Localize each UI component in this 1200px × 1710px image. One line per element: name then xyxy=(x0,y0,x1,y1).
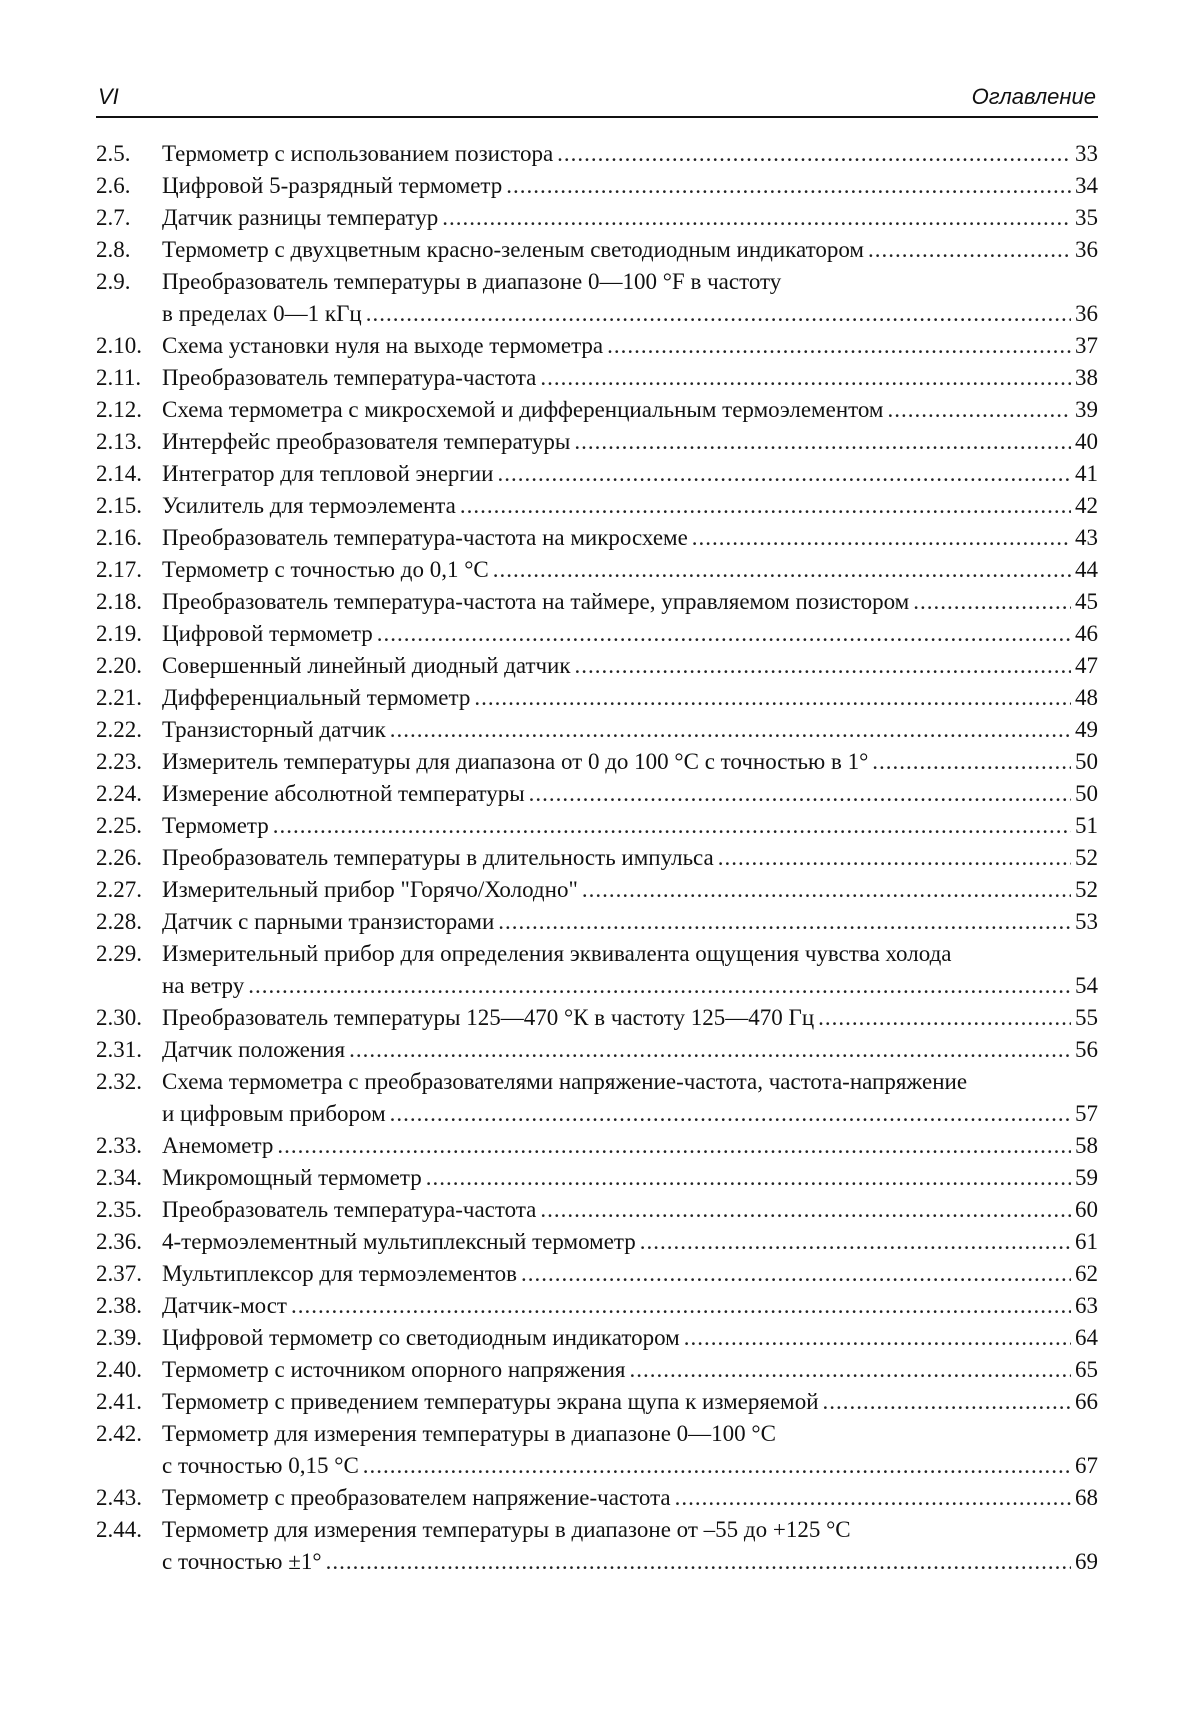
toc-entry-page: 66 xyxy=(1075,1389,1098,1414)
toc-entry xyxy=(96,682,1098,714)
toc-entry-title: Термометр с источником опорного напряжения xyxy=(162,1357,626,1382)
toc-entry-number: 2.38. xyxy=(96,1293,142,1318)
toc-entry-body xyxy=(162,842,1098,874)
toc-entry-line xyxy=(162,266,1098,298)
toc-entry-number: 2.18. xyxy=(96,589,142,614)
toc-entry-page: 55 xyxy=(1075,1005,1098,1030)
toc-entry-line xyxy=(162,1322,1098,1354)
dot-leader xyxy=(498,906,1071,938)
toc-entry-page: 69 xyxy=(1075,1549,1098,1574)
toc-entry-page: 41 xyxy=(1075,461,1098,486)
toc-entry xyxy=(96,170,1098,202)
toc-entry xyxy=(96,714,1098,746)
dot-leader xyxy=(366,298,1071,330)
toc-entry xyxy=(96,554,1098,586)
toc-entry-title: Датчик-мост xyxy=(162,1293,287,1318)
toc-entry-page: 34 xyxy=(1075,173,1098,198)
toc-entry-number: 2.13. xyxy=(96,429,142,454)
toc-entry xyxy=(96,1322,1098,1354)
toc-entry-line xyxy=(162,618,1098,650)
toc-entry-line xyxy=(162,362,1098,394)
dot-leader xyxy=(349,1034,1071,1066)
toc-entry-title: Термометр с использованием позистора xyxy=(162,141,554,166)
toc-entry-page: 67 xyxy=(1075,1453,1098,1478)
toc-entry-title: 4-термоэлементный мультиплексный термометр xyxy=(162,1229,636,1254)
toc-entry-line xyxy=(162,522,1098,554)
toc-entry-line xyxy=(162,842,1098,874)
toc-entry-number: 2.37. xyxy=(96,1261,142,1286)
toc-entry-title: Преобразователь температура-частота xyxy=(162,365,537,390)
toc-entry-number: 2.34. xyxy=(96,1165,142,1190)
toc-entry-title: Дифференциальный термометр xyxy=(162,685,471,710)
toc-entry-title: Схема термометра с микросхемой и дифференциальным термоэлементом xyxy=(162,397,884,422)
toc-entry xyxy=(96,394,1098,426)
dot-leader xyxy=(540,362,1071,394)
dot-leader xyxy=(872,746,1071,778)
toc-entry-page: 36 xyxy=(1075,301,1098,326)
toc-entry-body xyxy=(162,1162,1098,1194)
toc-entry-body xyxy=(162,1066,1098,1130)
toc-entry xyxy=(96,458,1098,490)
toc-entry-body xyxy=(162,394,1098,426)
toc-entry-line xyxy=(162,810,1098,842)
toc-entry-line xyxy=(162,1258,1098,1290)
toc-entry-number: 2.17. xyxy=(96,557,142,582)
toc-entry-page: 37 xyxy=(1075,333,1098,358)
toc-entry xyxy=(96,138,1098,170)
dot-leader xyxy=(888,394,1072,426)
toc-entry-line xyxy=(162,554,1098,586)
dot-leader xyxy=(607,330,1071,362)
toc-entry-number: 2.15. xyxy=(96,493,142,518)
toc-entry-line xyxy=(162,970,1098,1002)
dot-leader xyxy=(390,714,1071,746)
toc-entry-title: Термометр с двухцветным красно-зеленым светодиодным индикатором xyxy=(162,237,864,262)
toc-entry-body xyxy=(162,1482,1098,1514)
toc-entry-line xyxy=(162,906,1098,938)
toc-entry-body xyxy=(162,1034,1098,1066)
toc-entry xyxy=(96,1162,1098,1194)
toc-entry-page: 51 xyxy=(1075,813,1098,838)
toc-entry-number: 2.33. xyxy=(96,1133,142,1158)
toc-entry xyxy=(96,906,1098,938)
toc-entry-line xyxy=(162,1130,1098,1162)
toc-entry-number: 2.8. xyxy=(96,237,131,262)
toc-entry-line xyxy=(162,1098,1098,1130)
toc-entry-title: Термометр xyxy=(162,813,269,838)
toc-entry-number: 2.12. xyxy=(96,397,142,422)
toc-entry xyxy=(96,1386,1098,1418)
dot-leader xyxy=(540,1194,1071,1226)
section-title: Оглавление xyxy=(971,84,1096,109)
toc-entry-body xyxy=(162,1514,1098,1578)
toc-entry-number: 2.41. xyxy=(96,1389,142,1414)
toc-entry-body xyxy=(162,874,1098,906)
toc-entry-number: 2.10. xyxy=(96,333,142,358)
toc-entry-title: Мультиплексор для термоэлементов xyxy=(162,1261,517,1286)
toc-entry-title: Датчик разницы температур xyxy=(162,205,439,230)
toc-entry-title: Интегратор для тепловой энергии xyxy=(162,461,494,486)
toc-entry-title: Преобразователь температура-частота на таймере, управляемом позистором xyxy=(162,589,910,614)
toc-entry-page: 46 xyxy=(1075,621,1098,646)
toc-entry-page: 33 xyxy=(1075,141,1098,166)
toc-entry-line xyxy=(162,1290,1098,1322)
toc-entry-number: 2.11. xyxy=(96,365,142,390)
toc-entry-line xyxy=(162,586,1098,618)
toc-entry-number: 2.24. xyxy=(96,781,142,806)
toc-entry-body xyxy=(162,138,1098,170)
toc-entry-number: 2.26. xyxy=(96,845,142,870)
toc-entry xyxy=(96,490,1098,522)
toc-entry-number: 2.7. xyxy=(96,205,131,230)
toc-entry-body xyxy=(162,234,1098,266)
toc-entry-number: 2.28. xyxy=(96,909,142,934)
toc-entry-page: 38 xyxy=(1075,365,1098,390)
toc-entry-number: 2.25. xyxy=(96,813,142,838)
toc-entry-body xyxy=(162,170,1098,202)
toc-entry-number: 2.42. xyxy=(96,1421,142,1446)
toc-entry-title: Датчик с парными транзисторами xyxy=(162,909,495,934)
dot-leader xyxy=(640,1226,1071,1258)
toc-entry-number: 2.19. xyxy=(96,621,142,646)
toc-entry-page: 36 xyxy=(1075,237,1098,262)
toc-entry-number: 2.27. xyxy=(96,877,142,902)
toc-entry xyxy=(96,1034,1098,1066)
toc-entry-page: 64 xyxy=(1075,1325,1098,1350)
dot-leader xyxy=(630,1354,1071,1386)
toc-entry-title: Цифровой термометр со светодиодным индикатором xyxy=(162,1325,680,1350)
toc-entry-line xyxy=(162,714,1098,746)
toc-entry-page: 56 xyxy=(1075,1037,1098,1062)
toc-entry-line xyxy=(162,298,1098,330)
toc-entry-page: 52 xyxy=(1075,877,1098,902)
toc-entry-title: Преобразователь температуры в длительность импульса xyxy=(162,845,714,870)
toc-entry-body xyxy=(162,682,1098,714)
toc-entry-title: в пределах 0—1 кГц xyxy=(162,301,362,326)
toc-entry-line xyxy=(162,778,1098,810)
toc-entry-body xyxy=(162,330,1098,362)
toc-entry-body xyxy=(162,650,1098,682)
toc-entry-number: 2.30. xyxy=(96,1005,142,1030)
toc-entry-number: 2.14. xyxy=(96,461,142,486)
dot-leader xyxy=(390,1098,1071,1130)
toc-entry-title: Преобразователь температура-частота xyxy=(162,1197,537,1222)
toc-entry xyxy=(96,234,1098,266)
toc-entry-title: Термометр с точностью до 0,1 °С xyxy=(162,557,489,582)
dot-leader xyxy=(718,842,1071,874)
toc-entry xyxy=(96,618,1098,650)
toc-entry-title: Измеритель температуры для диапазона от 0 до 100 °С с точностью в 1° xyxy=(162,749,869,774)
page-number: VI xyxy=(98,84,119,109)
toc-entry-title: Термометр с приведением температуры экрана щупа к измеряемой xyxy=(162,1389,819,1414)
toc-entry-number: 2.39. xyxy=(96,1325,142,1350)
toc-entry-body xyxy=(162,1258,1098,1290)
toc-entry xyxy=(96,426,1098,458)
dot-leader xyxy=(493,554,1071,586)
toc-entry-line xyxy=(162,1386,1098,1418)
toc-entry-line xyxy=(162,746,1098,778)
toc-entry-line xyxy=(162,682,1098,714)
toc-entry-title: Интерфейс преобразователя температуры xyxy=(162,429,571,454)
toc-entry-line xyxy=(162,1066,1098,1098)
toc-entry xyxy=(96,1482,1098,1514)
toc-entry-body xyxy=(162,1386,1098,1418)
toc-entry xyxy=(96,650,1098,682)
toc-entry-title: Схема термометра с преобразователями напряжение-частота, частота-напряжение xyxy=(162,1069,968,1094)
toc-entry xyxy=(96,1066,1098,1130)
toc-entry-line xyxy=(162,1002,1098,1034)
toc-entry-number: 2.21. xyxy=(96,685,142,710)
toc-entry-line xyxy=(162,394,1098,426)
toc-entry-number: 2.16. xyxy=(96,525,142,550)
toc-entry-body xyxy=(162,810,1098,842)
toc-entry xyxy=(96,362,1098,394)
toc-entry-body xyxy=(162,1290,1098,1322)
toc-entry-title: Измерение абсолютной температуры xyxy=(162,781,525,806)
toc-entry xyxy=(96,1130,1098,1162)
toc-entry-number: 2.20. xyxy=(96,653,142,678)
toc-entry-page: 43 xyxy=(1075,525,1098,550)
toc-entry xyxy=(96,842,1098,874)
dot-leader xyxy=(248,970,1071,1002)
dot-leader xyxy=(675,1482,1071,1514)
toc-entry-line xyxy=(162,330,1098,362)
toc-entry-title: Измерительный прибор "Горячо/Холодно" xyxy=(162,877,578,902)
toc-entry-number: 2.22. xyxy=(96,717,142,742)
toc-entry-number: 2.43. xyxy=(96,1485,142,1510)
toc-entry-body xyxy=(162,1322,1098,1354)
dot-leader xyxy=(868,234,1071,266)
dot-leader xyxy=(442,202,1071,234)
toc-entry-title: с точностью 0,15 °С xyxy=(162,1453,359,1478)
toc-entry-number: 2.9. xyxy=(96,269,131,294)
toc-entry xyxy=(96,266,1098,330)
toc-entry-title: Термометр для измерения температуры в диапазоне 0—100 °С xyxy=(162,1421,776,1446)
toc-entry xyxy=(96,778,1098,810)
toc-entry-line xyxy=(162,138,1098,170)
toc-entry-body xyxy=(162,458,1098,490)
toc-entry-number: 2.23. xyxy=(96,749,142,774)
toc-entry-title: Анемометр xyxy=(162,1133,274,1158)
toc-entry-page: 50 xyxy=(1075,749,1098,774)
dot-leader xyxy=(273,810,1071,842)
toc-entry-line xyxy=(162,490,1098,522)
toc-entry-body xyxy=(162,618,1098,650)
toc-entry xyxy=(96,330,1098,362)
toc-entry-line xyxy=(162,426,1098,458)
toc-entry-line xyxy=(162,1354,1098,1386)
toc-entry-title: Совершенный линейный диодный датчик xyxy=(162,653,571,678)
toc-entry-title: Схема установки нуля на выходе термометра xyxy=(162,333,604,358)
toc-entry-line xyxy=(162,1226,1098,1258)
toc-entry-line xyxy=(162,1482,1098,1514)
toc-entry-body xyxy=(162,1418,1098,1482)
toc-entry-title: Преобразователь температуры в диапазоне 0—100 °F в частоту xyxy=(162,269,782,294)
toc-entry-number: 2.32. xyxy=(96,1069,142,1094)
toc-entry xyxy=(96,1290,1098,1322)
toc-entry-page: 52 xyxy=(1075,845,1098,870)
toc-entry xyxy=(96,1514,1098,1578)
dot-leader xyxy=(913,586,1071,618)
toc-entry-line xyxy=(162,650,1098,682)
dot-leader xyxy=(460,490,1071,522)
toc-entry-title: Усилитель для термоэлемента xyxy=(162,493,456,518)
toc-entry-body xyxy=(162,1194,1098,1226)
toc-entry-page: 60 xyxy=(1075,1197,1098,1222)
toc-entry-line xyxy=(162,1162,1098,1194)
toc-entry-line xyxy=(162,1514,1098,1546)
toc-entry xyxy=(96,522,1098,554)
toc-entry-line xyxy=(162,170,1098,202)
toc-entry-body xyxy=(162,906,1098,938)
toc-entry-page: 53 xyxy=(1075,909,1098,934)
toc-entry xyxy=(96,586,1098,618)
toc-entry-number: 2.35. xyxy=(96,1197,142,1222)
dot-leader xyxy=(557,138,1071,170)
toc-entry-body xyxy=(162,586,1098,618)
toc-entry-page: 63 xyxy=(1075,1293,1098,1318)
toc-entry-number: 2.31. xyxy=(96,1037,142,1062)
dot-leader xyxy=(363,1450,1071,1482)
toc-entry-line xyxy=(162,1418,1098,1450)
toc-entry-number: 2.36. xyxy=(96,1229,142,1254)
toc-entry-body xyxy=(162,362,1098,394)
toc-entry-title: Термометр для измерения температуры в диапазоне от –55 до +125 °С xyxy=(162,1517,851,1542)
toc-entry-page: 45 xyxy=(1075,589,1098,614)
toc-entry-title: с точностью ±1° xyxy=(162,1549,322,1574)
toc-entry-number: 2.40. xyxy=(96,1357,142,1382)
toc-entry-number: 2.6. xyxy=(96,173,131,198)
toc-entry xyxy=(96,938,1098,1002)
toc-entry-body xyxy=(162,938,1098,1002)
toc-entry-page: 49 xyxy=(1075,717,1098,742)
toc-entry-page: 40 xyxy=(1075,429,1098,454)
toc-entry-page: 68 xyxy=(1075,1485,1098,1510)
toc-entry-body xyxy=(162,778,1098,810)
dot-leader xyxy=(823,1386,1071,1418)
toc-entry-line xyxy=(162,874,1098,906)
dot-leader xyxy=(684,1322,1071,1354)
toc-entry-title: Измерительный прибор для определения эквивалента ощущения чувства холода xyxy=(162,941,952,966)
toc-entry-page: 44 xyxy=(1075,557,1098,582)
table-of-contents xyxy=(96,138,1098,1578)
toc-entry-page: 47 xyxy=(1075,653,1098,678)
toc-entry xyxy=(96,1418,1098,1482)
dot-leader xyxy=(692,522,1071,554)
toc-entry-number: 2.5. xyxy=(96,141,131,166)
toc-entry xyxy=(96,1002,1098,1034)
toc-entry-number: 2.29. xyxy=(96,941,142,966)
toc-entry-body xyxy=(162,1354,1098,1386)
toc-entry-title: Термометр с преобразователем напряжение-частота xyxy=(162,1485,671,1510)
toc-entry xyxy=(96,202,1098,234)
toc-entry-body xyxy=(162,1002,1098,1034)
toc-entry-line xyxy=(162,1034,1098,1066)
toc-entry-page: 65 xyxy=(1075,1357,1098,1382)
toc-entry xyxy=(96,874,1098,906)
dot-leader xyxy=(497,458,1071,490)
dot-leader xyxy=(574,426,1071,458)
toc-entry-title: Цифровой термометр xyxy=(162,621,373,646)
toc-entry-body xyxy=(162,202,1098,234)
dot-leader xyxy=(818,1002,1071,1034)
toc-entry-page: 48 xyxy=(1075,685,1098,710)
dot-leader xyxy=(326,1546,1071,1578)
toc-entry-body xyxy=(162,490,1098,522)
toc-entry xyxy=(96,1354,1098,1386)
toc-entry-body xyxy=(162,426,1098,458)
toc-entry-title: Транзисторный датчик xyxy=(162,717,386,742)
toc-entry-page: 58 xyxy=(1075,1133,1098,1158)
dot-leader xyxy=(426,1162,1071,1194)
toc-entry xyxy=(96,746,1098,778)
dot-leader xyxy=(277,1130,1071,1162)
dot-leader xyxy=(582,874,1071,906)
toc-entry xyxy=(96,810,1098,842)
toc-entry-title: и цифровым прибором xyxy=(162,1101,386,1126)
toc-entry-title: Преобразователь температуры 125—470 °К в частоту 125—470 Гц xyxy=(162,1005,815,1030)
dot-leader xyxy=(291,1290,1071,1322)
toc-entry-page: 59 xyxy=(1075,1165,1098,1190)
toc-entry-line xyxy=(162,1194,1098,1226)
toc-entry-page: 61 xyxy=(1075,1229,1098,1254)
toc-entry-title: на ветру xyxy=(162,973,245,998)
dot-leader xyxy=(575,650,1071,682)
dot-leader xyxy=(377,618,1071,650)
toc-entry-body xyxy=(162,1226,1098,1258)
toc-entry-line xyxy=(162,458,1098,490)
toc-entry-line xyxy=(162,202,1098,234)
toc-entry-body xyxy=(162,266,1098,330)
toc-entry-body xyxy=(162,1130,1098,1162)
toc-entry-page: 54 xyxy=(1075,973,1098,998)
toc-entry-line xyxy=(162,1450,1098,1482)
toc-entry-page: 35 xyxy=(1075,205,1098,230)
toc-entry-page: 50 xyxy=(1075,781,1098,806)
toc-entry-title: Датчик положения xyxy=(162,1037,346,1062)
toc-entry-body xyxy=(162,714,1098,746)
toc-entry-page: 39 xyxy=(1075,397,1098,422)
toc-entry-line xyxy=(162,234,1098,266)
toc-entry-body xyxy=(162,746,1098,778)
toc-entry xyxy=(96,1194,1098,1226)
toc-entry xyxy=(96,1226,1098,1258)
toc-entry-line xyxy=(162,1546,1098,1578)
toc-entry-body xyxy=(162,554,1098,586)
toc-entry-page: 42 xyxy=(1075,493,1098,518)
toc-entry-title: Преобразователь температура-частота на микросхеме xyxy=(162,525,688,550)
dot-leader xyxy=(474,682,1071,714)
toc-entry-number: 2.44. xyxy=(96,1517,142,1542)
running-header xyxy=(96,84,1098,118)
dot-leader xyxy=(529,778,1071,810)
toc-entry-line xyxy=(162,938,1098,970)
toc-entry-title: Цифровой 5-разрядный термометр xyxy=(162,173,503,198)
toc-entry-title: Микромощный термометр xyxy=(162,1165,422,1190)
dot-leader xyxy=(506,170,1071,202)
toc-entry-page: 57 xyxy=(1075,1101,1098,1126)
toc-entry xyxy=(96,1258,1098,1290)
toc-entry-page: 62 xyxy=(1075,1261,1098,1286)
dot-leader xyxy=(521,1258,1071,1290)
toc-entry-body xyxy=(162,522,1098,554)
